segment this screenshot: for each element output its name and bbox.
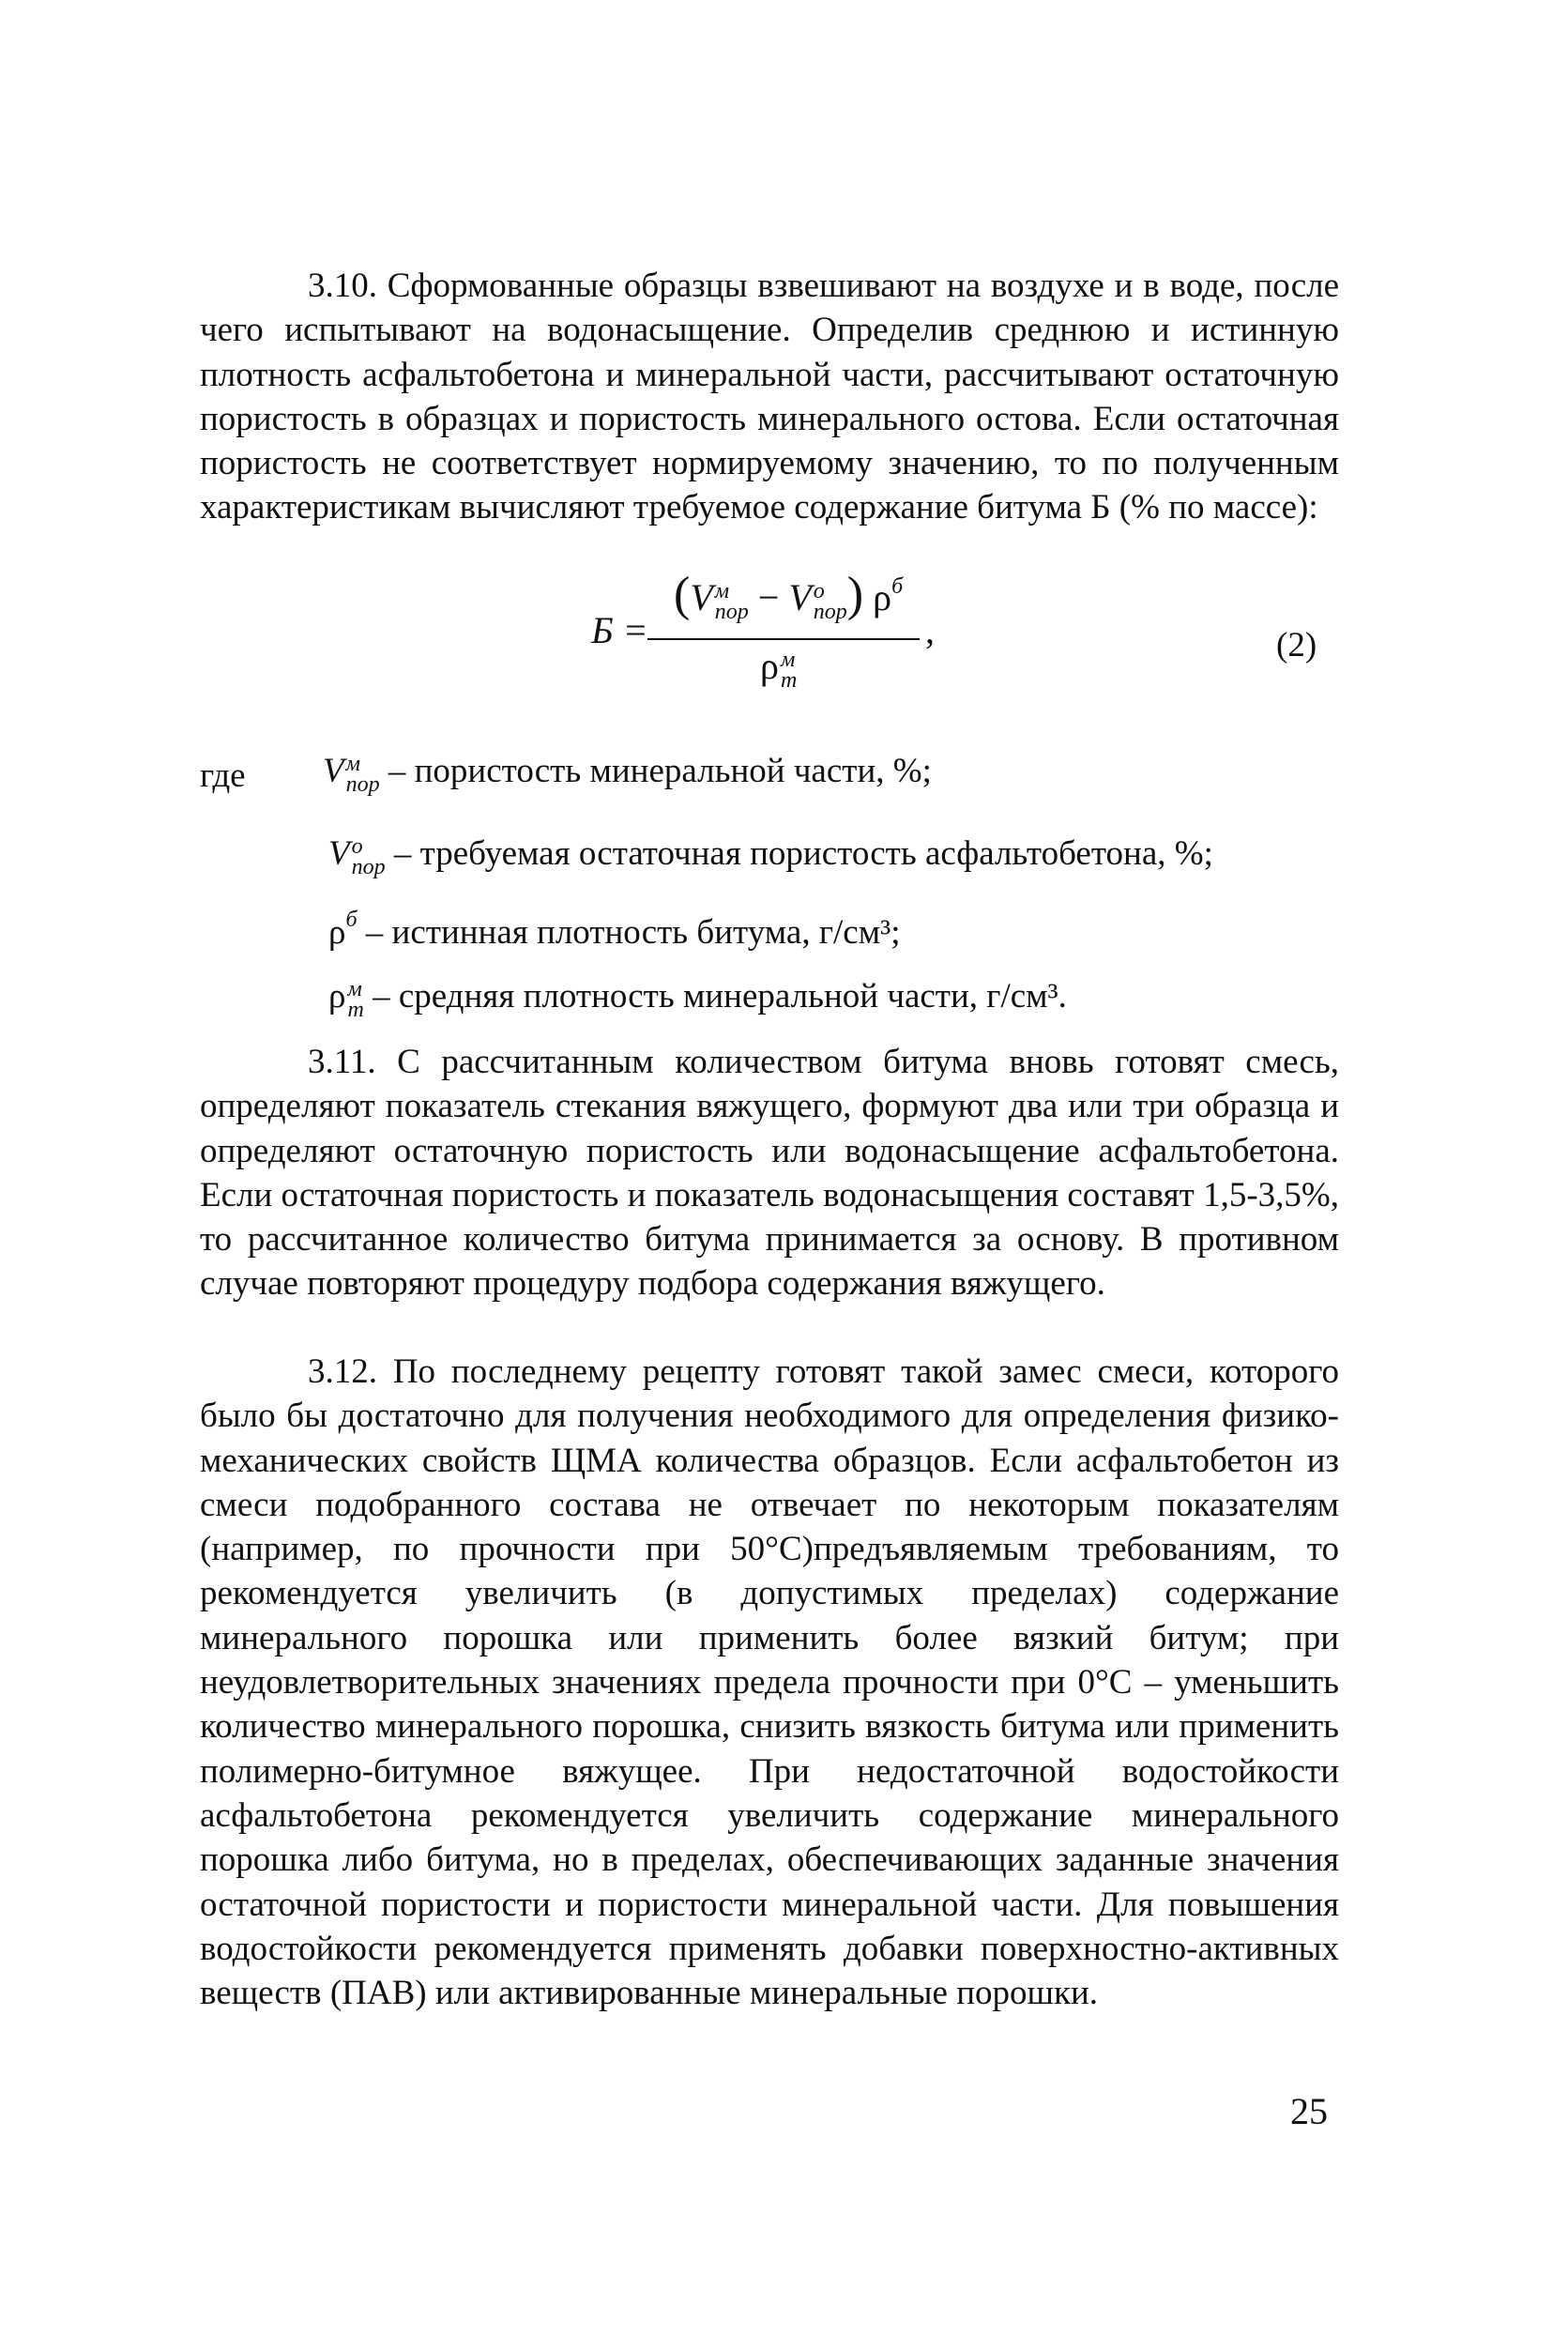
paragraph-3-12: 3.12. По последнему рецепту готовят такой замес смеси, которого было бы достаточно для получения необходимого для определения физико-механических свойств ЩМА количества образцов. Если асфальтобетон из смеси подобранного состава не отвечает по некоторым показателям (например, по прочности при 50°С)предъявляемым требованиям, то рекомендуется увеличить (в допустимых пределах) содержание минерального порошка или применить более вязкий битум; при неудовлетворительных значениях предела прочности при 0°С – уменьшить количество минерального порошка, снизить вязкость битума или применить полимерно-битумное вяжущее. При недостаточной водостойкости асфальтобетона рекомендуется увеличить содержание минерального порошка либо битума, но в пределах, обеспечивающих заданные значения остаточной пористости и пористости минеральной части. Для повышения водостойкости рекомендуется применять добавки поверхностно-активных веществ (ПАВ) или активированные минеральные порошки. [200, 1352, 1339, 2013]
page-number: 25 [1290, 2090, 1328, 2132]
paragraph-3-11: 3.11. С рассчитанным количеством битума вновь готовят смесь, определяют показатель стекания вяжущего, формуют два или три образца и определяют остаточную пористость или водонасыщение асфальтобетона. Если остаточная пористость и показатель водонасыщения составят 1,5-3,5%, то рассчитанное количество битума принимается за основу. В противном случае повторяют процедуру подбора содержания вяжущего. [200, 1043, 1339, 1304]
where-label: где [200, 756, 246, 795]
fraction-bar [647, 638, 920, 640]
formula-bitumen-content [563, 565, 1126, 696]
definition-residual-porosity: V о пор – требуемая остаточная пористость асфальтобетона, %; [328, 833, 1213, 879]
formula-lhs: Б = [591, 609, 648, 651]
paragraph-3-10: 3.10. Сформованные образцы взвешивают на воздухе и в воде, после чего испытывают на водонасыщение. Определив среднюю и истинную плотность асфальтобетона и минеральной части, рассчитывают остаточную пористость в образцах и пористость минерального остова. Если остаточная пористость не соответствует нормируемому значению, то по полученным характеристикам вычисляют требуемое содержание битума Б (% по массе): [200, 267, 1339, 527]
definition-mineral-density: ρ м т – средняя плотность минеральной части, г/см³. [328, 976, 1067, 1022]
formula-denominator: ρ м т [760, 645, 798, 693]
formula-comma: , [925, 609, 935, 651]
definition-bitumen-density: $\rho^б$ – истинная плотность битума, г/см³; [328, 908, 901, 952]
formula-number: (2) [1276, 626, 1317, 664]
formula-numerator: (V м пор − V о пор ) $\rho^б$ [674, 568, 904, 624]
definition-mineral-porosity: V м пор – пористость минеральной части, %; [323, 751, 932, 797]
